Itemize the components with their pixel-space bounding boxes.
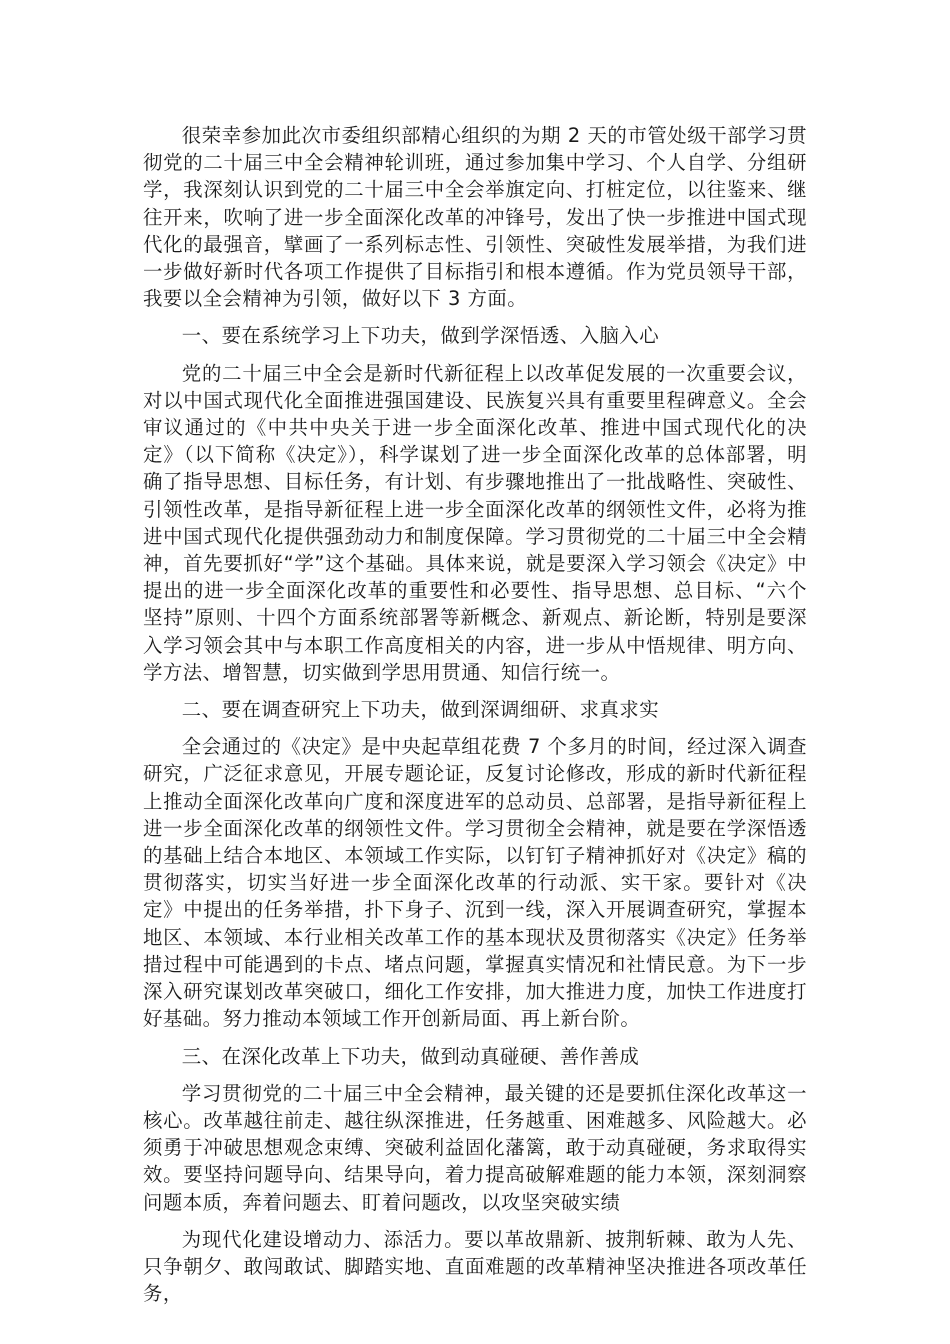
section-paragraph-1: 党的二十届三中全会是新时代新征程上以改革促发展的一次重要会议，对以中国式现代化全面推进强国建设、民族复兴具有重要里程碑意义。全会审议通过的《中共中央关于进一步全面深化改革、推进中国式现代化的决定》（以下简称《决定》），科学谋划了进一步全面深化改革的总体部署，明确了指导思想、目标任务，有计划、有步骤地推出了一批战略性、突破性、引领性改革，是指导新征程上进一步全面深化改革的纲领性文件，必将为推进中国式现代化提供强劲动力和制度保障。学习贯彻党的二十届三中全会精神，首先要抓好“学”这个基础。具体来说，就是要深入学习领会《决定》中提出的进一步全面深化改革的重要性和必要性、指导思想、总目标、“六个坚持”原则、十四个方面系统部署等新概念、新观点、新论断，特别是要深入学习领会其中与本职工作高度相关的内容，进一步从中悟规律、明方向、学方法、增智慧，切实做到学思用贯通、知信行统一。 xyxy=(143,361,807,684)
section-heading-3: 三、在深化改革上下功夫，做到动真碰硬、善作善成 xyxy=(181,1044,640,1068)
section-paragraph-3: 学习贯彻党的二十届三中全会精神，最关键的还是要抓住深化改革这一核心。改革越往前走、越往纵深推进，任务越重、困难越多、风险越大。必须勇于冲破思想观念束缚、突破利益固化藩篱，敢于动真碰硬，务求取得实效。要坚持问题导向、结果导向，着力提高破解难题的能力本领，深刻洞察问题本质，奔着问题去、盯着问题改，以攻坚突破实绩 xyxy=(143,1081,807,1214)
section-paragraph-2: 全会通过的《决定》是中央起草组花费 7 个多月的时间，经过深入调查研究，广泛征求意见，开展专题论证，反复讨论修改，形成的新时代新征程上推动全面深化改革向广度和深度进军的总动员、总部署，是指导新征程上进一步全面深化改革的纲领性文件。学习贯彻全会精神，就是要在学深悟透的基础上结合本地区、本领域工作实际，以钉钉子精神抓好对《决定》稿的贯彻落实，切实当好进一步全面深化改革的行动派、实干家。要针对《决定》中提出的任务举措，扑下身子、沉到一线，深入开展调查研究，掌握本地区、本领域、本行业相关改革工作的基本现状及贯彻落实《决定》任务举措过程中可能遇到的卡点、堵点问题，掌握真实情况和社情民意。为下一步深入研究谋划改革突破口，细化工作安排，加大推进力度，加快工作进度打好基础。努力推动本领域工作开创新局面、再上新台阶。 xyxy=(143,735,807,1031)
intro-paragraph: 很荣幸参加此次市委组织部精心组织的为期 2 天的市管处级干部学习贯彻党的二十届三中全会精神轮训班，通过参加集中学习、个人自学、分组研学，我深刻认识到党的二十届三中全会举旗定向、打桩定位，以往鉴来、继往开来，吹响了进一步全面深化改革的冲锋号，发出了快一步推进中国式现代化的最强音，擘画了一系列标志性、引领性、突破性发展举措，为我们进一步做好新时代各项工作提供了目标指引和根本遵循。作为党员领导干部，我要以全会精神为引领，做好以下 3 方面。 xyxy=(143,124,807,311)
section-heading-2: 二、要在调查研究上下功夫，做到深调细研、求真求实 xyxy=(181,698,660,722)
document-body xyxy=(143,122,807,1317)
section-paragraph-4: 为现代化建设增动力、添活力。要以革故鼎新、披荆斩棘、敢为人先、只争朝夕、敢闯敢试、脚踏实地、直面难题的改革精神坚决推进各项改革任务， xyxy=(143,1227,807,1306)
section-heading-1: 一、要在系统学习上下功夫，做到学深悟透、入脑入心 xyxy=(181,324,660,348)
